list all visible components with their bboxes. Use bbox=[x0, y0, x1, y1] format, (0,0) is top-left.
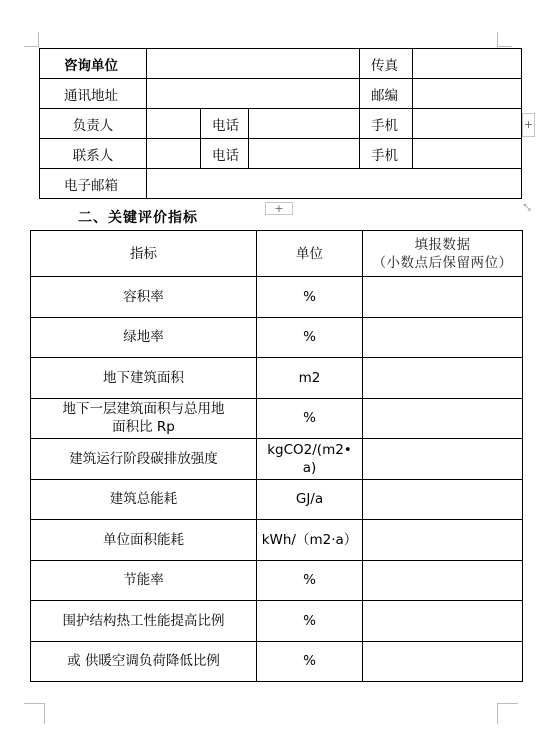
indicator-cell: 节能率 bbox=[31, 560, 257, 601]
table-row bbox=[31, 560, 523, 601]
header-indicator: 指标 bbox=[31, 231, 257, 277]
fill-value-cell[interactable] bbox=[363, 520, 523, 561]
indicator-cell bbox=[31, 398, 257, 439]
key-indicators-table bbox=[30, 230, 523, 682]
fill-value-cell[interactable] bbox=[363, 398, 523, 439]
table-row bbox=[31, 520, 523, 561]
contact-person-value-cell[interactable] bbox=[147, 139, 201, 169]
zip-value-cell[interactable] bbox=[413, 79, 522, 109]
indicator-cell: 建筑运行阶段碳排放强度 bbox=[31, 439, 257, 480]
unit-cell: % bbox=[257, 317, 363, 358]
fax-label: 传真 bbox=[360, 49, 413, 79]
fill-value-cell[interactable] bbox=[363, 439, 523, 480]
crop-mark-bottom-left bbox=[24, 703, 45, 724]
table-row bbox=[31, 479, 523, 520]
indicator-cell: 容积率 bbox=[31, 277, 257, 318]
table-header-row bbox=[31, 231, 523, 277]
fill-value-cell[interactable] bbox=[363, 317, 523, 358]
unit-cell: % bbox=[257, 277, 363, 318]
crop-mark-top-left bbox=[24, 32, 39, 47]
mobile-label: 手机 bbox=[360, 139, 413, 169]
fax-value-cell[interactable] bbox=[413, 49, 522, 79]
header-fill-data-line2: （小数点后保留两位） bbox=[372, 254, 513, 271]
phone-label: 电话 bbox=[201, 139, 249, 169]
unit-cell bbox=[257, 439, 363, 480]
fill-value-cell[interactable] bbox=[363, 358, 523, 399]
unit-line2: a) bbox=[302, 459, 317, 476]
zip-label: 邮编 bbox=[360, 79, 413, 109]
table-row bbox=[31, 358, 523, 399]
section-heading: 二、关键评价指标 bbox=[78, 210, 198, 226]
indicator-cell: 建筑总能耗 bbox=[31, 479, 257, 520]
table-row bbox=[31, 601, 523, 642]
crop-mark-top-right bbox=[497, 32, 512, 47]
contact-info-table bbox=[39, 48, 522, 199]
indicator-cell: 地下建筑面积 bbox=[31, 358, 257, 399]
indicator-cell: 绿地率 bbox=[31, 317, 257, 358]
phone-value-cell[interactable] bbox=[249, 109, 360, 139]
unit-cell: % bbox=[257, 601, 363, 642]
phone-label: 电话 bbox=[201, 109, 249, 139]
indicator-line1: 地下一层建筑面积与总用地 bbox=[62, 401, 225, 418]
consulting-unit-value-cell[interactable] bbox=[147, 49, 360, 79]
unit-cell: GJ/a bbox=[257, 479, 363, 520]
address-label: 通讯地址 bbox=[40, 79, 147, 109]
unit-cell: kWh/（m2·a） bbox=[257, 520, 363, 561]
unit-cell: m2 bbox=[257, 358, 363, 399]
add-row-button[interactable]: + bbox=[265, 202, 293, 215]
phone-value-cell[interactable] bbox=[249, 139, 360, 169]
indicator-cell: 单位面积能耗 bbox=[31, 520, 257, 561]
table-row bbox=[31, 277, 523, 318]
consulting-unit-label: 咨询单位 bbox=[40, 49, 147, 79]
crop-mark-bottom-right bbox=[497, 703, 518, 724]
header-unit: 单位 bbox=[257, 231, 363, 277]
email-value-cell[interactable] bbox=[147, 169, 522, 199]
header-fill-data bbox=[363, 231, 523, 277]
table-row bbox=[40, 139, 522, 169]
indicator-cell: 或 供暖空调负荷降低比例 bbox=[31, 641, 257, 682]
add-column-button[interactable]: + bbox=[522, 113, 535, 137]
table-row bbox=[31, 317, 523, 358]
table-row bbox=[40, 109, 522, 139]
table-row bbox=[31, 641, 523, 682]
fill-value-cell[interactable] bbox=[363, 479, 523, 520]
unit-cell: % bbox=[257, 398, 363, 439]
table-row bbox=[40, 169, 522, 199]
address-value-cell[interactable] bbox=[147, 79, 360, 109]
table-row bbox=[40, 79, 522, 109]
fill-value-cell[interactable] bbox=[363, 641, 523, 682]
contact-person-label: 联系人 bbox=[40, 139, 147, 169]
table-row bbox=[40, 49, 522, 79]
mobile-value-cell[interactable] bbox=[413, 109, 522, 139]
fill-value-cell[interactable] bbox=[363, 560, 523, 601]
table-row bbox=[31, 398, 523, 439]
fill-value-cell[interactable] bbox=[363, 601, 523, 642]
table-row bbox=[31, 439, 523, 480]
unit-cell: % bbox=[257, 641, 363, 682]
fill-value-cell[interactable] bbox=[363, 277, 523, 318]
mobile-value-cell[interactable] bbox=[413, 139, 522, 169]
email-label: 电子邮箱 bbox=[40, 169, 147, 199]
resize-handle-icon[interactable]: ⤡ bbox=[523, 203, 531, 213]
header-fill-data-line1: 填报数据 bbox=[414, 236, 471, 253]
indicator-cell: 围护结构热工性能提高比例 bbox=[31, 601, 257, 642]
unit-cell: % bbox=[257, 560, 363, 601]
person-in-charge-label: 负责人 bbox=[40, 109, 147, 139]
indicator-line2: 面积比 Rp bbox=[112, 419, 175, 436]
person-in-charge-value-cell[interactable] bbox=[147, 109, 201, 139]
mobile-label: 手机 bbox=[360, 109, 413, 139]
unit-line1: kgCO2/(m2• bbox=[267, 441, 352, 458]
